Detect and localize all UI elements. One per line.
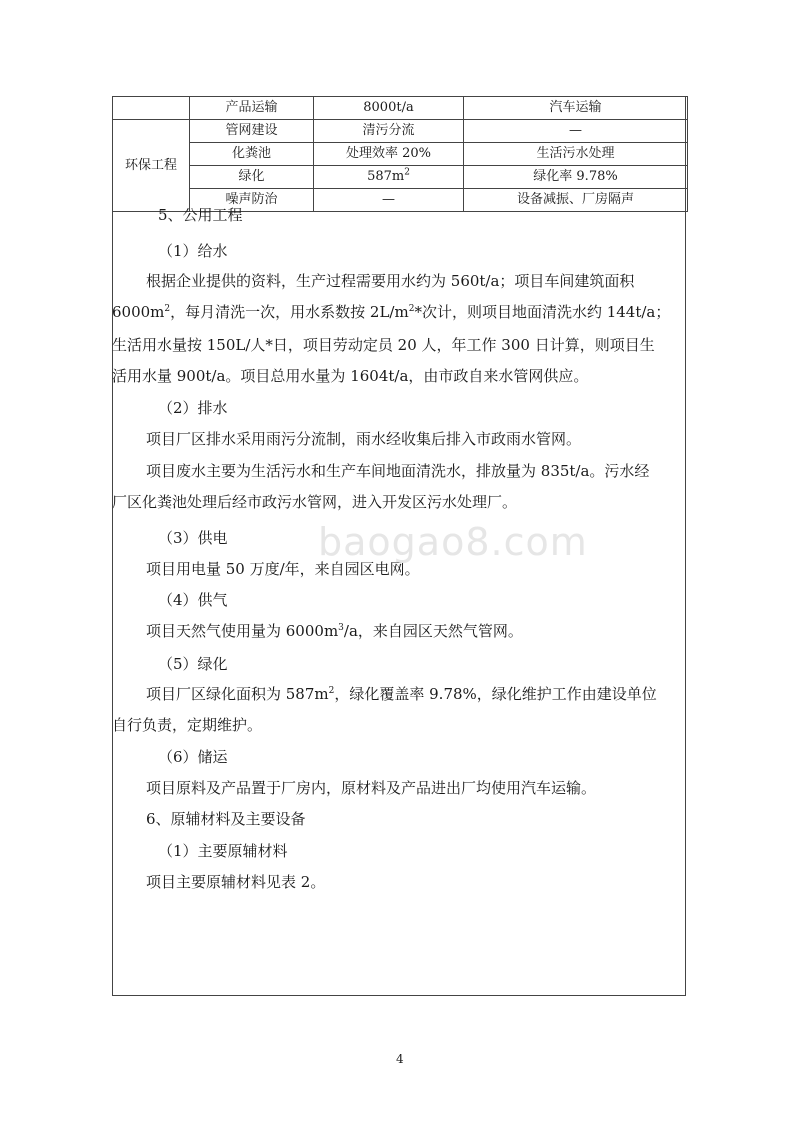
superscript: 2 xyxy=(328,686,335,696)
page-number: 4 xyxy=(396,1052,404,1066)
paragraph-line: 自行负责，定期维护。 xyxy=(112,716,263,734)
text-span: 6000m xyxy=(112,303,165,321)
superscript: 2 xyxy=(164,304,171,314)
table-cell: 噪声防治 xyxy=(190,189,314,212)
paragraph-line: 活用水量 900t/a。项目总用水量为 1604t/a，由市政自来水管网供应。 xyxy=(112,367,589,385)
table-row xyxy=(113,97,688,120)
section-heading: 6、原辅材料及主要设备 xyxy=(146,810,306,828)
table-cell: 管网建设 xyxy=(190,120,314,143)
table-row xyxy=(113,120,688,143)
subsection-heading: （1）给水 xyxy=(158,242,228,260)
text-span: 项目天然气使用量为 6000m xyxy=(146,622,339,640)
text-span: *次计，则项目地面清洗水约 144t/a； xyxy=(414,303,671,321)
table-cell xyxy=(314,166,464,189)
table-cell: — xyxy=(314,189,464,212)
paragraph-line: 项目主要原辅材料见表 2。 xyxy=(146,873,326,891)
subsection-heading: （1）主要原辅材料 xyxy=(158,842,288,860)
watermark: baogao8.com xyxy=(318,520,588,564)
superscript: 2 xyxy=(404,167,410,178)
table-cell: 绿化 xyxy=(190,166,314,189)
table-cell: 产品运输 xyxy=(190,97,314,120)
text-span: ，绿化覆盖率 9.78%，绿化维护工作由建设单位 xyxy=(334,685,657,703)
paragraph-line xyxy=(146,620,523,641)
paragraph-line: 生活用水量按 150L/人*日，项目劳动定员 20 人，年工作 300 日计算，则项目生 xyxy=(112,336,655,354)
paragraph-line: 项目厂区排水采用雨污分流制，雨水经收集后排入市政雨水管网。 xyxy=(146,430,582,448)
engineering-table xyxy=(112,96,688,212)
paragraph-line xyxy=(146,683,657,704)
paragraph-line: 厂区化粪池处理后经市政污水管网，进入开发区污水处理厂。 xyxy=(112,493,518,511)
table-row xyxy=(113,166,688,189)
paragraph-line: 项目废水主要为生活污水和生产车间地面清洗水，排放量为 835t/a。污水经 xyxy=(146,462,650,480)
table-cell: 化粪池 xyxy=(190,143,314,166)
table-cell: — xyxy=(464,120,688,143)
table-cell: 清污分流 xyxy=(314,120,464,143)
text-span: ，每月清洗一次，用水系数按 2L/m xyxy=(170,303,409,321)
paragraph-line: 项目原料及产品置于厂房内，原材料及产品进出厂均使用汽车运输。 xyxy=(146,779,597,797)
table-row xyxy=(113,143,688,166)
subsection-heading: （5）绿化 xyxy=(158,655,228,673)
paragraph-line xyxy=(112,301,670,322)
subsection-heading: （3）供电 xyxy=(158,529,228,547)
superscript: 3 xyxy=(338,623,344,633)
table-cell: 处理效率 20% xyxy=(314,143,464,166)
table-cell xyxy=(113,97,190,120)
cell-text: 587m xyxy=(367,169,405,184)
subsection-heading: （2）排水 xyxy=(158,399,228,417)
paragraph-line: 根据企业提供的资料，生产过程需要用水约为 560t/a；项目车间建筑面积 xyxy=(146,272,635,290)
text-span: 项目厂区绿化面积为 587m xyxy=(146,685,329,703)
table-cell: 8000t/a xyxy=(314,97,464,120)
section-heading: 5、公用工程 xyxy=(158,206,243,224)
paragraph-line: 项目用电量 50 万度/年，来自园区电网。 xyxy=(146,560,420,578)
table-cell: 绿化率 9.78% xyxy=(464,166,688,189)
group-label-cell: 环保工程 xyxy=(113,120,190,212)
subsection-heading: （6）储运 xyxy=(158,748,228,766)
text-span: /a，来自园区天然气管网。 xyxy=(343,622,523,640)
superscript: 2 xyxy=(408,304,415,314)
table-cell: 生活污水处理 xyxy=(464,143,688,166)
table-cell: 设备减振、厂房隔声 xyxy=(464,189,688,212)
subsection-heading: （4）供气 xyxy=(158,591,228,609)
table-cell: 汽车运输 xyxy=(464,97,688,120)
